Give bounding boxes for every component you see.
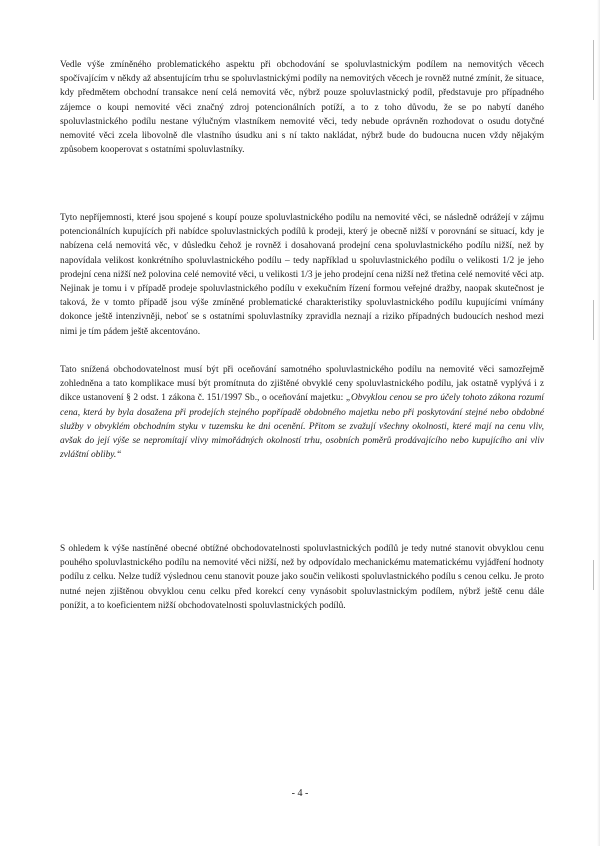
page-number: - 4 - <box>291 788 309 799</box>
scan-artifact-line <box>593 300 594 340</box>
paragraph-2: Tyto nepříjemnosti, které jsou spojené s koupí pouze spoluvlastnického podílu na nemovité věci, se následně odrážejí v zájmu potencionálních kupujících při nabídce spoluvlastnických podílů k prodeji, který je obecně nižší v porovnání se situací, kdy je nabízena celá nemovitá věc, v důsledku čehož je rovněž i dosahovaná prodejní cena spoluvlastnického podílu nižší, než by napovídala velikost konkrétního spoluvlastnického podílu – tedy například u spoluvlastnického podílu o velikosti 1/2 je jeho prodejní cena nižší než polovina celé nemovité věci, u velikosti 1/3 je jeho prodejní cena nižší než třetina celé nemovité věci atp. Nejinak je tomu i v případě prodeje spoluvlastnického podílu v exekučním řízení formou veřejné dražby, naopak skutečnost je taková, že v tomto případě jsou výše zmíněné problematické charakteristiky spoluvlastnického podílu kupujícími vnímány dokonce ještě intenzivněji, neboť se s ostatními spoluvlastníky zpravidla neznají a riziko případných budoucích neshod mezi nimi je tím pádem ještě akcentováno. <box>60 213 544 337</box>
paragraph-3 <box>60 363 544 462</box>
document-body <box>60 58 544 818</box>
paragraph-3-lead: Tato snížená obchodovatelnost musí být při oceňování samotného spoluvlastnického podílu na nemovité věci samozřejmě zohledněna a tato komplikace musí být promítnuta do zjištěné obvyklé ceny spoluvlastnického podílu, jak ostatně vyplývá i z dikce ustanovení § 2 odst. 1 zákona č. 151/1997 Sb., o oceňování majetku: <box>60 365 544 404</box>
paragraph-4: S ohledem k výše nastíněné obecné obtížné obchodovatelnosti spoluvlastnických podílů je tedy nutné stanovit obvyklou cenu pouhého spoluvlastnického podílu na nemovité věci nižší, než by odpovídalo mechanickému matematickému vyjádření hodnoty podílu z celku. Nelze tudíž výslednou cenu stanovit pouze jako součin velikosti spoluvlastnického podílu s cenou celku. Je proto nutné nejen zjištěnou obvyklou cenu celku před korekcí ceny vynásobit spoluvlastnickým podílem, nýbrž ještě cenu dále ponížit, a to koeficientem nižší obchodovatelnosti spoluvlastnických podílů. <box>60 544 544 611</box>
scan-artifact-line <box>593 40 594 100</box>
law-quote: „Obvyklou cenou se pro účely tohoto zákona rozumí cena, která by byla dosažena při prodejích stejného popřípadě obdobného majetku nebo při poskytování stejné nebo obdobné služby v obvyklém obchodním styku v tuzemsku ke dni ocenění. Přitom se zvažují všechny okolnosti, které mají na cenu vliv, avšak do její výše se nepromítají vlivy mimořádných okolností trhu, osobních poměrů prodávajícího nebo kupujícího ani vliv zvláštní obliby.“ <box>60 393 544 461</box>
scan-artifact-line <box>593 560 594 590</box>
paragraph-1: Vedle výše zmíněného problematického aspektu při obchodování se spoluvlastnickým podílem na nemovitých věcech spočívajícím v někdy až absentujícím trhu se spoluvlastnickými podíly na nemovitých věcech je rovněž nutné zmínit, že situace, kdy předmětem obchodní transakce není celá nemovitá věc, nýbrž pouze spoluvlastnický podíl, představuje pro případného zájemce o koupi nemovité věci značný zdroj potencionálních potíží, a to z toho důvodu, že se po nabytí daného spoluvlastnického podílu nestane výlučným vlastníkem nemovité věci, tedy nebude oprávněn rozhodovat o osudu dotyčné nemovité věci zcela libovolně dle vlastního úsudku ani s ní takto nakládat, nýbrž bude do budoucna nucen vždy nějakým způsobem kooperovat s ostatními spoluvlastníky. <box>60 60 544 156</box>
